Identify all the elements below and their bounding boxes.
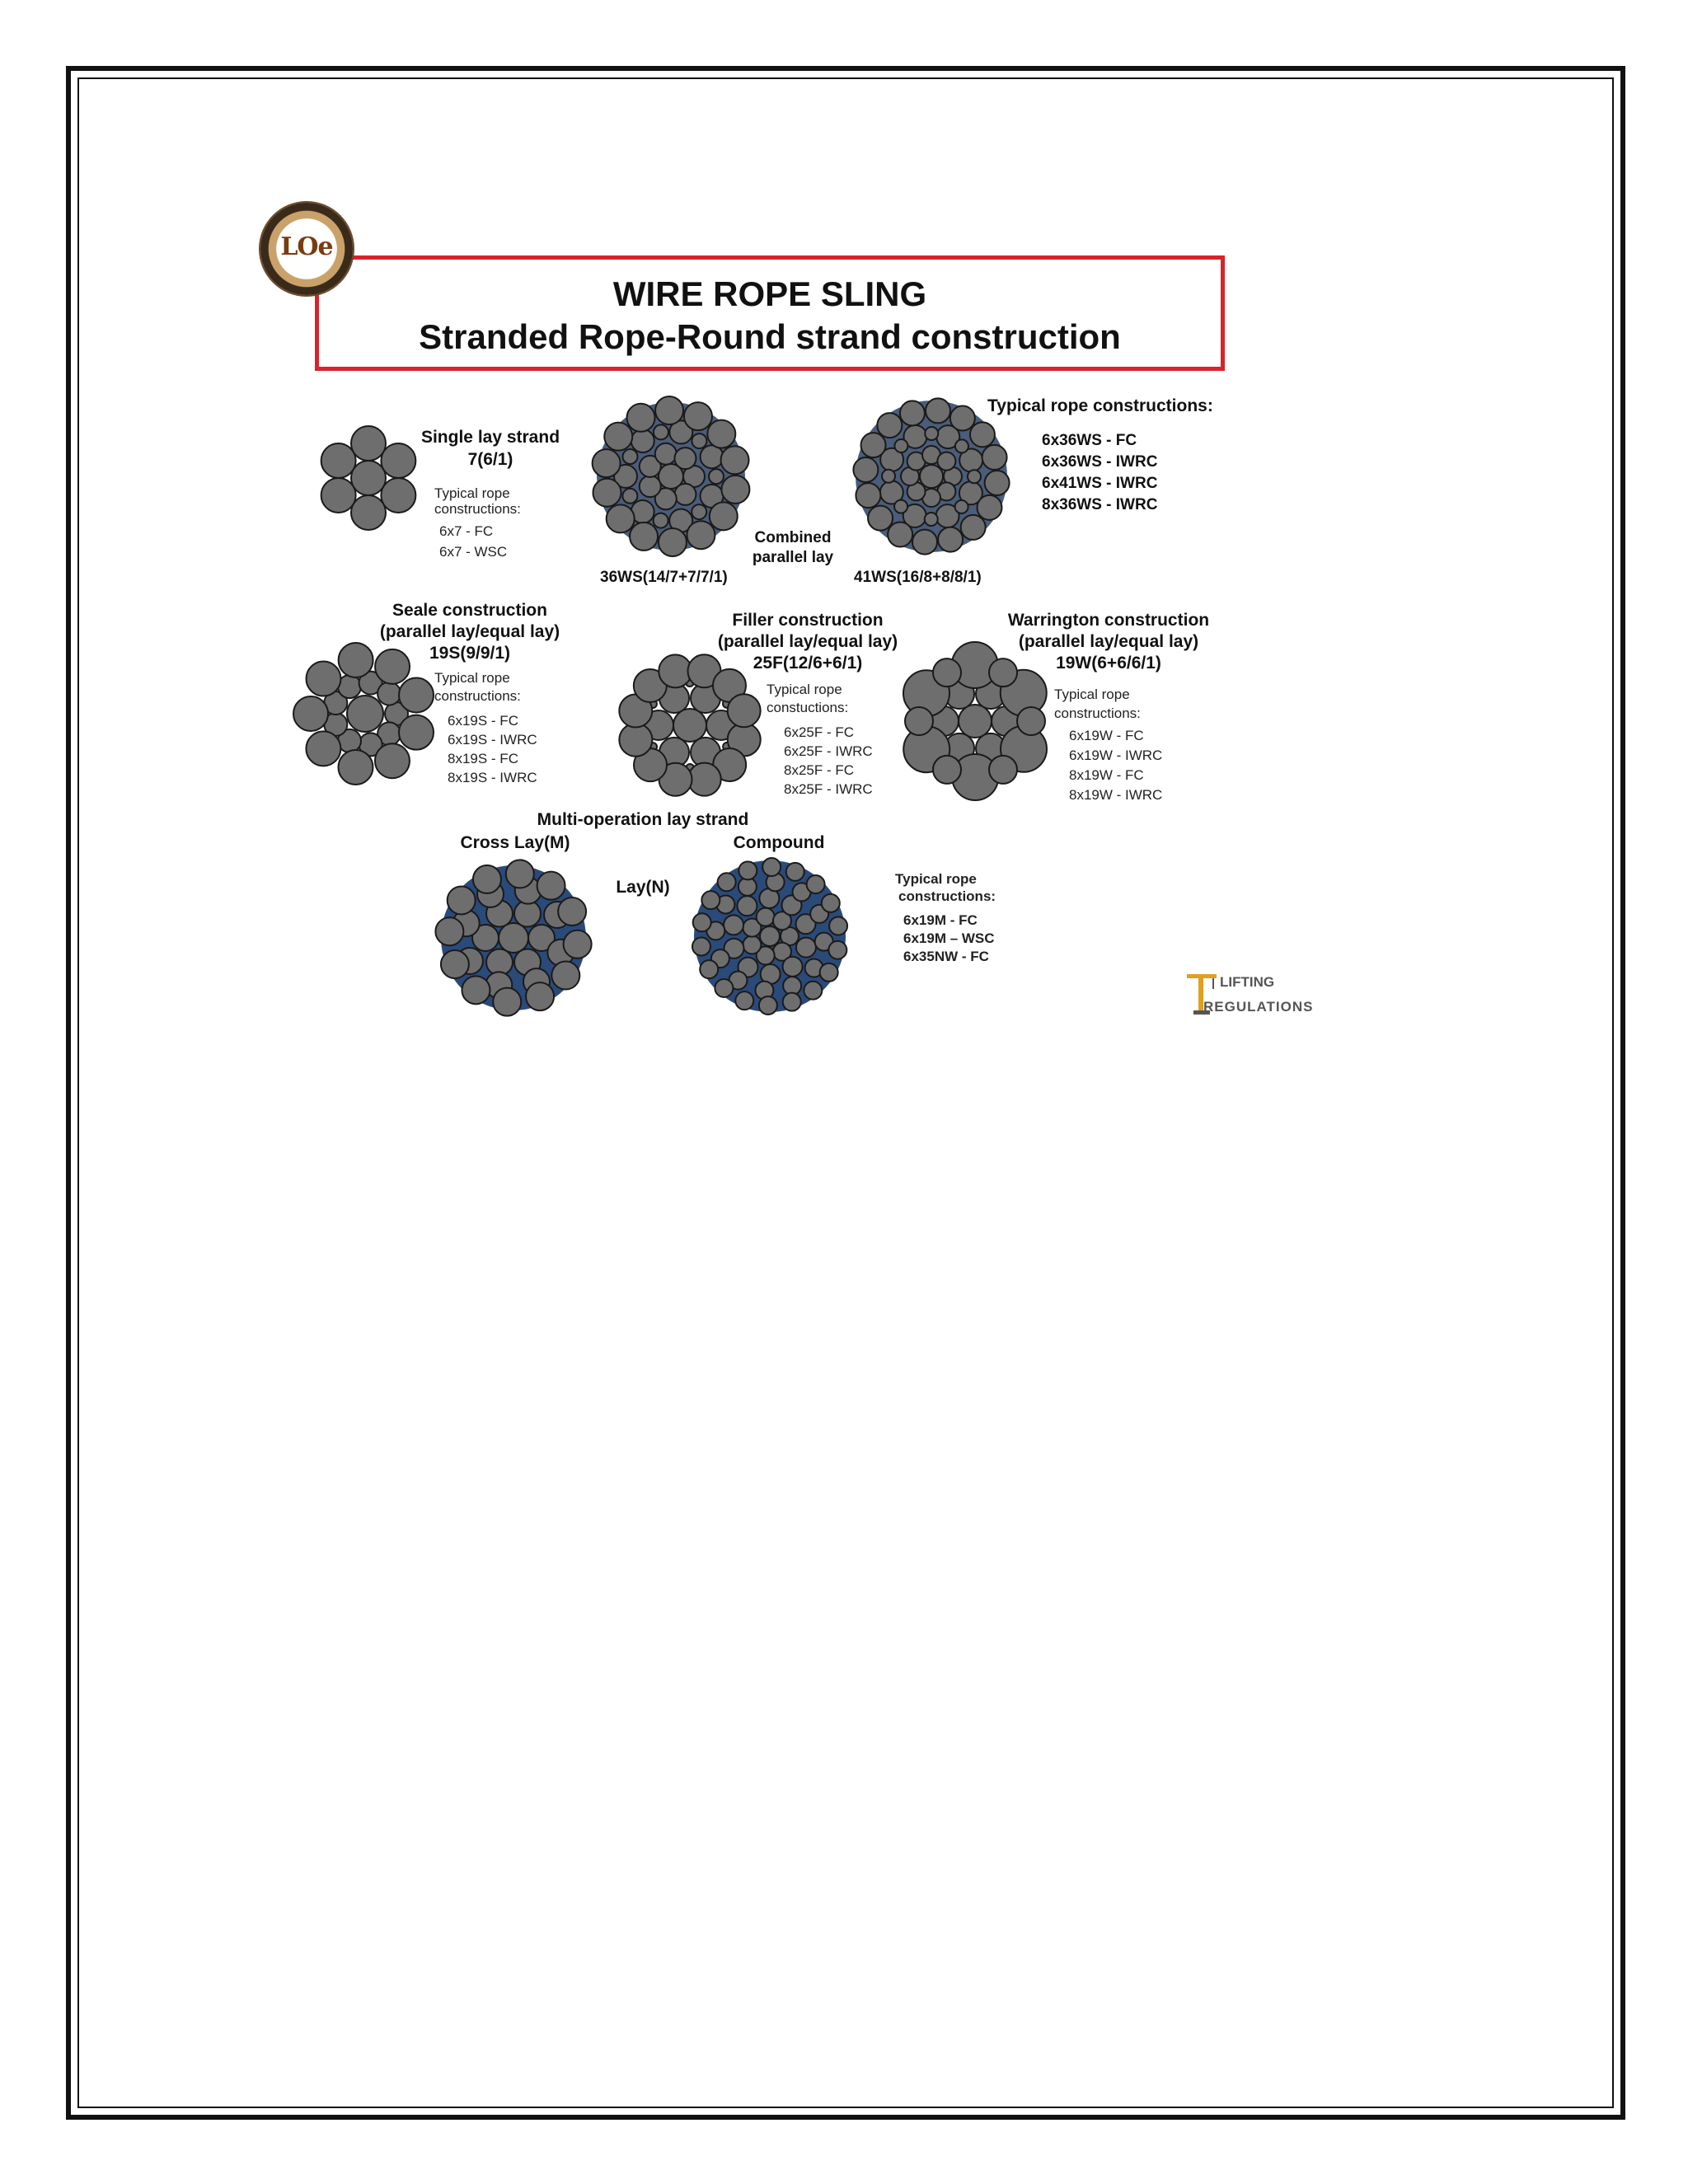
wire-circle xyxy=(631,429,654,452)
wire-circle xyxy=(724,915,743,935)
wire-circle xyxy=(293,696,328,731)
wire-circle xyxy=(900,401,925,425)
wire-circle xyxy=(462,976,490,1004)
wire-circle xyxy=(654,424,668,439)
wire-circle xyxy=(381,443,415,478)
multi-item: 6x19M – WSC xyxy=(903,930,995,946)
36ws-code: 36WS(14/7+7/7/1) xyxy=(600,569,728,586)
page-subtitle: Stranded Rope-Round strand construction xyxy=(419,317,1121,356)
wire-circle xyxy=(692,937,710,955)
wire-circle xyxy=(933,658,961,687)
wire-circle xyxy=(728,694,761,727)
combined-item: 6x36WS - FC xyxy=(1042,432,1137,449)
loe-logo-text: LOe xyxy=(280,232,333,261)
wire-circle xyxy=(321,443,356,478)
filler-typical-label-2: constuctions: xyxy=(767,700,849,715)
wire-circle xyxy=(721,476,749,504)
wire-circle xyxy=(938,527,963,552)
seale-typical-label: Typical rope xyxy=(434,670,510,686)
seale-item: 6x19S - IWRC xyxy=(448,732,537,748)
wire-circle xyxy=(955,439,968,452)
wire-circle xyxy=(604,423,632,451)
wire-circle xyxy=(693,913,711,931)
wire-circle xyxy=(701,891,720,909)
wire-circle xyxy=(982,445,1007,470)
compound-strand-diagram xyxy=(689,854,850,1019)
wire-circle xyxy=(399,677,434,712)
wire-circle xyxy=(564,930,592,958)
lifting-regulations-logo xyxy=(1180,966,1320,1024)
wire-circle xyxy=(762,858,781,876)
seale-title: Seale construction xyxy=(392,601,547,620)
lifting-logo-line1: LIFTING xyxy=(1220,974,1275,990)
wire-circle xyxy=(715,979,733,997)
cross-lay-strand-diagram xyxy=(435,857,592,1018)
wire-circle xyxy=(707,420,735,448)
wire-circle xyxy=(760,926,780,946)
wire-circle xyxy=(989,756,1017,784)
wire-circle xyxy=(804,982,822,1000)
wire-circle xyxy=(757,908,775,926)
wire-circle xyxy=(1017,707,1045,735)
wire-circle xyxy=(688,763,721,796)
wire-circle xyxy=(659,528,687,556)
wire-circle xyxy=(968,470,981,483)
wire-circle xyxy=(351,461,386,495)
wire-circle xyxy=(970,422,995,447)
wire-circle xyxy=(399,715,434,750)
wire-circle xyxy=(738,861,757,879)
wire-circle xyxy=(868,506,893,531)
page-border-inner xyxy=(77,77,1614,2108)
single-lay-item: 6x7 - FC xyxy=(439,523,494,539)
wire-circle xyxy=(692,434,706,448)
wire-circle xyxy=(737,896,757,916)
warrington-code: 19W(6+6/6/1) xyxy=(1056,654,1161,673)
wire-circle xyxy=(709,469,724,484)
wire-circle xyxy=(684,402,712,430)
page-title: WIRE ROPE SLING xyxy=(612,274,927,313)
wire-circle xyxy=(920,465,943,488)
wire-circle xyxy=(441,950,469,978)
multi-title: Multi-operation lay strand xyxy=(537,810,749,829)
wire-circle xyxy=(655,443,677,465)
wire-circle xyxy=(692,504,706,519)
filler-item: 8x25F - FC xyxy=(784,762,855,778)
seale-subtitle: (parallel lay/equal lay) xyxy=(379,622,560,641)
wire-circle xyxy=(959,705,992,738)
wire-circle xyxy=(630,523,658,551)
wire-circle xyxy=(687,521,715,549)
wire-circle xyxy=(627,404,655,432)
wire-circle xyxy=(347,696,383,732)
wire-circle xyxy=(888,522,912,546)
seale-code: 19S(9/9/1) xyxy=(429,644,511,663)
warrington-typical-label: Typical rope xyxy=(1054,687,1130,702)
combined-item: 6x36WS - IWRC xyxy=(1042,453,1158,471)
wire-circle xyxy=(718,873,736,891)
filler-typical-label: Typical rope xyxy=(767,682,842,697)
seale-item: 8x19S - IWRC xyxy=(448,770,537,785)
wire-circle xyxy=(655,396,683,424)
filler-subtitle: (parallel lay/equal lay) xyxy=(717,632,898,651)
wire-circle xyxy=(339,643,373,677)
wire-circle xyxy=(796,938,816,958)
warrington-item: 8x19W - IWRC xyxy=(1069,787,1163,803)
wire-circle xyxy=(674,484,696,505)
single-lay-typical-label-2: constructions: xyxy=(434,501,521,517)
wire-circle xyxy=(448,886,476,914)
36ws-strand-diagram xyxy=(592,394,750,559)
wire-circle xyxy=(506,860,534,888)
wire-circle xyxy=(551,962,579,990)
multi-typical-label: Typical rope xyxy=(895,871,977,887)
loe-logo xyxy=(260,203,353,295)
combined-item: 6x41WS - IWRC xyxy=(1042,475,1158,492)
wire-circle xyxy=(607,504,635,532)
wire-circle xyxy=(593,479,621,507)
wire-circle xyxy=(807,875,825,893)
wire-circle xyxy=(306,731,340,766)
single-lay-title: Single lay strand xyxy=(420,428,560,447)
compound-label: Compound xyxy=(733,833,825,852)
wire-circle xyxy=(381,478,415,513)
wire-circle xyxy=(882,470,895,483)
filler-strand-diagram xyxy=(612,651,768,799)
cross-lay-label: Cross Lay(M) xyxy=(460,833,570,852)
single-lay-item: 6x7 - WSC xyxy=(439,544,508,560)
wire-circle xyxy=(828,941,846,959)
multi-typical-label-2: constructions: xyxy=(898,888,996,904)
wire-circle xyxy=(674,448,696,469)
wire-circle xyxy=(853,457,878,482)
wire-circle xyxy=(829,917,847,935)
wire-circle xyxy=(700,960,718,978)
wire-circle xyxy=(735,991,753,1010)
wire-circle xyxy=(435,917,463,945)
wire-circle xyxy=(526,982,554,1010)
filler-item: 8x25F - IWRC xyxy=(784,781,873,797)
wire-circle xyxy=(710,502,738,530)
filler-code: 25F(12/6+6/1) xyxy=(753,654,863,673)
wire-circle xyxy=(743,935,761,954)
wire-circle xyxy=(856,483,880,508)
lay-n-label: Lay(N) xyxy=(616,878,670,897)
single-lay-strand-diagram xyxy=(315,420,422,536)
filler-title: Filler construction xyxy=(732,611,884,630)
wire-circle xyxy=(877,413,902,438)
wire-circle xyxy=(377,682,401,705)
wire-circle xyxy=(537,872,565,900)
wire-circle xyxy=(786,863,804,881)
single-lay-code: 7(6/1) xyxy=(467,450,513,469)
wire-circle xyxy=(654,513,668,528)
wire-circle xyxy=(351,426,386,461)
wire-circle xyxy=(593,449,621,477)
wire-circle xyxy=(894,439,907,452)
warrington-item: 6x19W - FC xyxy=(1069,728,1144,743)
wire-circle xyxy=(321,478,356,513)
lifting-logo-line2: REGULATIONS xyxy=(1203,999,1314,1015)
wire-circle xyxy=(926,398,950,423)
wire-circle xyxy=(989,658,1017,687)
combined-label-2: parallel lay xyxy=(752,549,834,566)
wire-circle xyxy=(622,489,637,504)
wire-circle xyxy=(783,993,801,1011)
wire-circle xyxy=(912,530,937,555)
warrington-strand-diagram xyxy=(905,635,1045,808)
wire-circle xyxy=(783,957,803,977)
warrington-typical-label-2: constructions: xyxy=(1054,705,1141,721)
wire-circle xyxy=(937,452,955,471)
wire-circle xyxy=(640,476,661,497)
wire-circle xyxy=(961,515,986,540)
wire-circle xyxy=(894,500,907,513)
warrington-item: 6x19W - IWRC xyxy=(1069,748,1163,763)
wire-circle xyxy=(905,707,933,735)
wire-circle xyxy=(473,865,501,893)
wire-circle xyxy=(933,756,961,784)
wire-circle xyxy=(499,923,528,953)
wire-circle xyxy=(375,649,410,684)
multi-item: 6x35NW - FC xyxy=(903,949,989,964)
wire-circle xyxy=(673,709,706,742)
wire-circle xyxy=(306,662,340,696)
wire-circle xyxy=(820,963,838,982)
warrington-title: Warrington construction xyxy=(1007,611,1210,630)
41ws-code: 41WS(16/8+8/8/1) xyxy=(854,569,982,586)
strand-wires xyxy=(321,426,416,530)
wire-circle xyxy=(659,654,692,687)
wire-circle xyxy=(950,406,975,431)
wire-circle xyxy=(759,996,777,1015)
wire-circle xyxy=(721,446,749,474)
warrington-subtitle: (parallel lay/equal lay) xyxy=(1018,632,1199,651)
wire-circle xyxy=(955,500,968,513)
wire-circle xyxy=(623,449,638,464)
wire-circle xyxy=(375,743,410,778)
title-box xyxy=(315,255,1225,371)
wire-circle xyxy=(822,894,840,912)
combined-label: Combined xyxy=(754,529,832,546)
single-lay-typical-label: Typical rope xyxy=(434,485,510,501)
wire-circle xyxy=(351,495,386,530)
wire-circle xyxy=(977,495,1001,520)
wire-circle xyxy=(493,988,521,1016)
wire-circle xyxy=(558,898,586,926)
combined-typical-title: Typical rope constructions: xyxy=(987,396,1213,415)
41ws-strand-diagram xyxy=(849,394,1014,559)
filler-item: 6x25F - IWRC xyxy=(784,743,873,759)
seale-strand-diagram xyxy=(295,640,435,788)
wire-circle xyxy=(985,471,1010,495)
wire-circle xyxy=(619,724,652,757)
filler-item: 6x25F - FC xyxy=(784,724,855,740)
warrington-item: 8x19W - FC xyxy=(1069,767,1144,783)
combined-item: 8x36WS - IWRC xyxy=(1042,496,1158,513)
multi-item: 6x19M - FC xyxy=(903,912,978,928)
wire-circle xyxy=(925,513,938,526)
wire-circle xyxy=(925,427,938,440)
wire-circle xyxy=(861,433,886,457)
seale-item: 8x19S - FC xyxy=(448,751,518,766)
seale-item: 6x19S - FC xyxy=(448,713,518,729)
seale-typical-label-2: constructions: xyxy=(434,688,521,704)
wire-circle xyxy=(338,750,373,785)
